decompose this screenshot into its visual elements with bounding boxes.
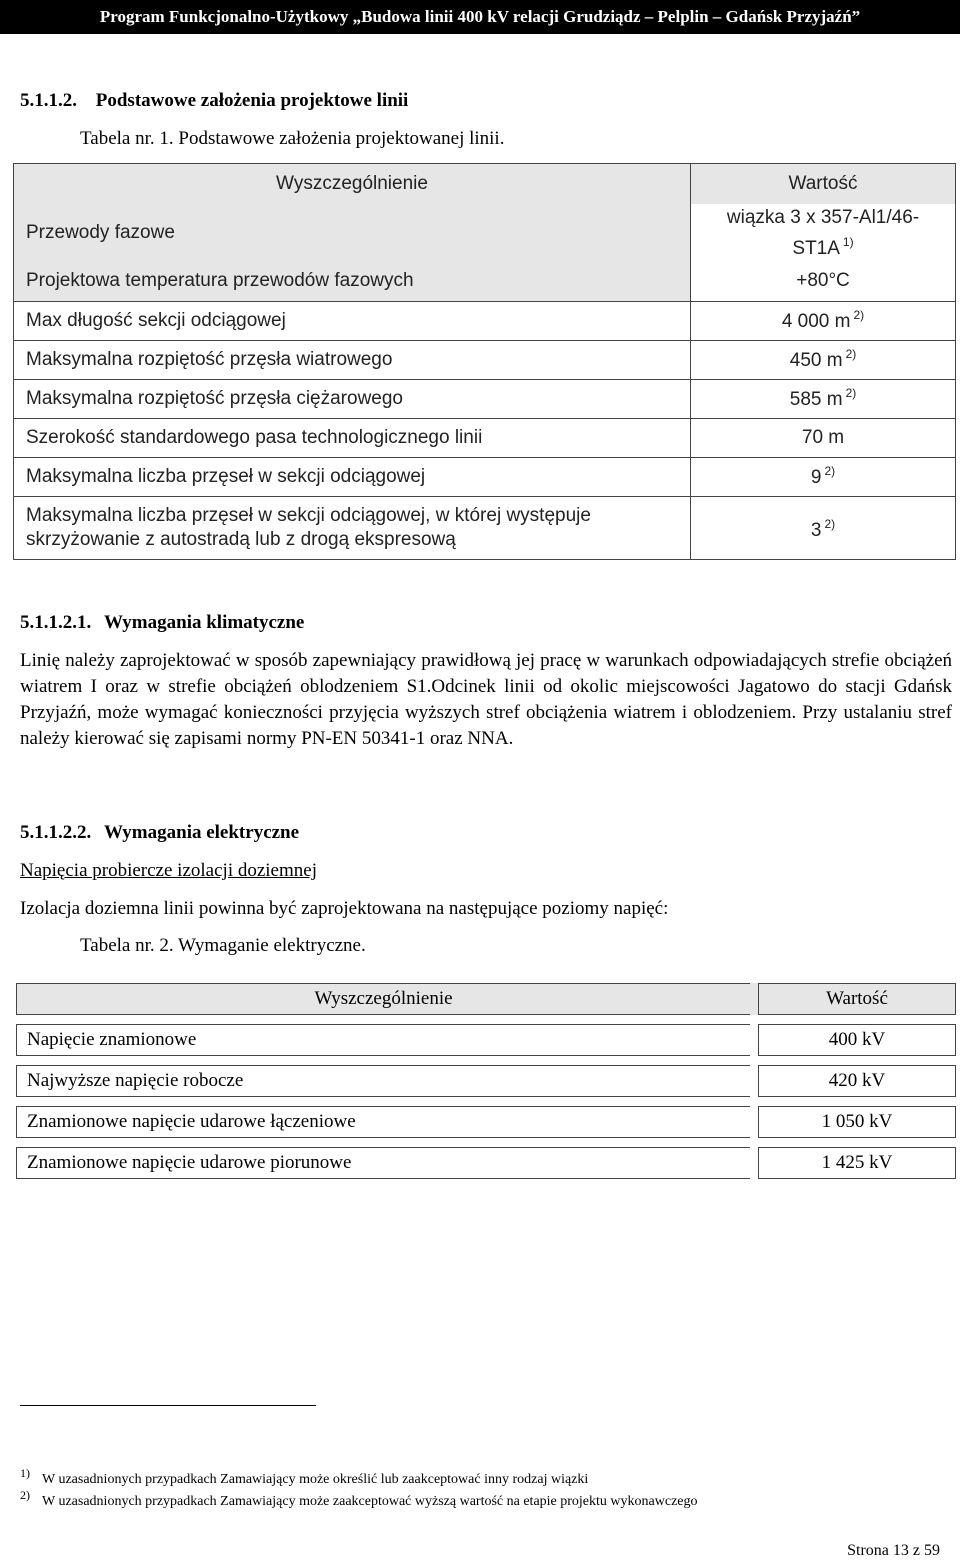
- table-row-value-text: 4 000 m: [781, 311, 851, 332]
- document-header: Program Funkcjonalno-Użytkowy „Budowa linii 400 kV relacji Grudziądz – Pelplin – Gdańsk Przyjaźń”: [0, 0, 960, 34]
- table-row-label: Max długość sekcji odciągowej: [14, 301, 691, 340]
- footnote-ref: 2): [845, 347, 857, 361]
- table-row: [16, 1024, 956, 1056]
- table-design-assumptions: [13, 163, 956, 560]
- table-row-label: Maksymalna rozpiętość przęsła wiatrowego: [14, 340, 691, 379]
- subsection-heading-electric: [20, 822, 299, 844]
- table-row-label: Szerokość standardowego pasa technologicznego linii: [14, 418, 691, 457]
- table1-caption: Tabela nr. 1. Podstawowe założenia projektowanej linii.: [80, 128, 505, 149]
- table-row-value: [691, 340, 956, 379]
- footnote-ref: 2): [824, 464, 836, 478]
- table-row-value: 1 050 kV: [758, 1106, 956, 1138]
- table2-caption: Tabela nr. 2. Wymaganie elektryczne.: [80, 935, 366, 956]
- table-row-label: Projektowa temperatura przewodów fazowych: [14, 262, 691, 301]
- table-electrical-requirements: [16, 974, 956, 1188]
- table-row-value: [691, 301, 956, 340]
- table-row: [16, 1147, 956, 1179]
- section-title: Wymagania elektryczne: [104, 822, 300, 843]
- section-title: Podstawowe założenia projektowe linii: [95, 90, 409, 111]
- table-row-label: Napięcie znamionowe: [16, 1024, 750, 1056]
- table-row-label: Maksymalna liczba przęseł w sekcji odciągowej: [14, 457, 691, 496]
- table-row-value: [691, 204, 956, 262]
- table-row-value-text: 3: [810, 520, 822, 541]
- table-row-value: 420 kV: [758, 1065, 956, 1097]
- table-row-label: Najwyższe napięcie robocze: [16, 1065, 750, 1097]
- page-number: Strona 13 z 59: [847, 1542, 940, 1559]
- table-row-label: Znamionowe napięcie udarowe piorunowe: [16, 1147, 750, 1179]
- footnote-mark: 1): [20, 1466, 30, 1480]
- insulation-intro: Izolacja doziemna linii powinna być zaprojektowana na następujące poziomy napięć:: [20, 898, 669, 919]
- footnote-ref: 2): [845, 386, 857, 400]
- table2-header-value: Wartość: [758, 983, 956, 1015]
- table-row-value: 70 m: [691, 418, 956, 457]
- table-row-value-text: wiązka 3 x 357-Al1/46-ST1A: [726, 206, 920, 259]
- table-row-value-text: 585 m: [789, 389, 843, 410]
- footnote-text: W uzasadnionych przypadkach Zamawiający może zaakceptować wyższą wartość na etapie projektu wykonawczego: [42, 1494, 698, 1509]
- footnote-2: [20, 1488, 698, 1510]
- table-row: [16, 1065, 956, 1097]
- table1-header-spec: Wyszczególnienie: [14, 164, 691, 205]
- footnote-ref: 2): [853, 308, 865, 322]
- table-row-value: [691, 379, 956, 418]
- insulation-subheading: Napięcia probiercze izolacji doziemnej: [20, 860, 317, 881]
- table-row-value: 1 425 kV: [758, 1147, 956, 1179]
- table-row-value: 400 kV: [758, 1024, 956, 1056]
- table2-header-spec: Wyszczególnienie: [16, 983, 750, 1015]
- footnote-divider: [20, 1405, 316, 1406]
- table-row: [16, 1106, 956, 1138]
- section-number: 5.1.1.2.1.: [20, 612, 92, 633]
- footnote-1: [20, 1466, 589, 1488]
- table-row-value-text: 450 m: [789, 350, 843, 371]
- table-row-value: [691, 457, 956, 496]
- footnote-mark: 2): [20, 1488, 30, 1502]
- section-number: 5.1.1.2.2.: [20, 822, 92, 843]
- climate-paragraph: Linię należy zaprojektować w sposób zapewniający prawidłową jej pracę w warunkach odpowiadających strefie obciążeń wiatrem I oraz w strefie obciążeń oblodzeniem S1.Odcinek linii od okolic miejscowości Jagatowo do stacji Gdańsk Przyjaźń, może wymagać konieczności przyjęcia wyższych stref obciążenia wiatrem i oblodzeniem. Przy ustalaniu stref należy kierować się zapisami normy PN-EN 50341-1 oraz NNA.: [20, 650, 952, 749]
- subsection-heading-climate: [20, 612, 304, 634]
- section-number: 5.1.1.2.: [20, 90, 77, 111]
- section-heading: [20, 90, 408, 112]
- table-row-value: +80°C: [691, 262, 956, 301]
- footnote-ref: 2): [824, 517, 836, 531]
- footnote-text: W uzasadnionych przypadkach Zamawiający może określić lub zaakceptować inny rodzaj wiązki: [42, 1472, 589, 1487]
- table-row-label: Maksymalna rozpiętość przęsła ciężarowego: [14, 379, 691, 418]
- table-row-value: [691, 496, 956, 559]
- table-row-value-text: 9: [810, 467, 822, 488]
- section-title: Wymagania klimatyczne: [104, 612, 305, 633]
- table-row-label: Maksymalna liczba przęseł w sekcji odciągowej, w której występuje skrzyżowanie z autostradą lub z drogą ekspresową: [14, 496, 691, 559]
- table1-header-value: Wartość: [691, 164, 956, 205]
- table-row-label: Przewody fazowe: [14, 204, 691, 262]
- table-row-label: Znamionowe napięcie udarowe łączeniowe: [16, 1106, 750, 1138]
- footnote-ref: 1): [842, 234, 854, 249]
